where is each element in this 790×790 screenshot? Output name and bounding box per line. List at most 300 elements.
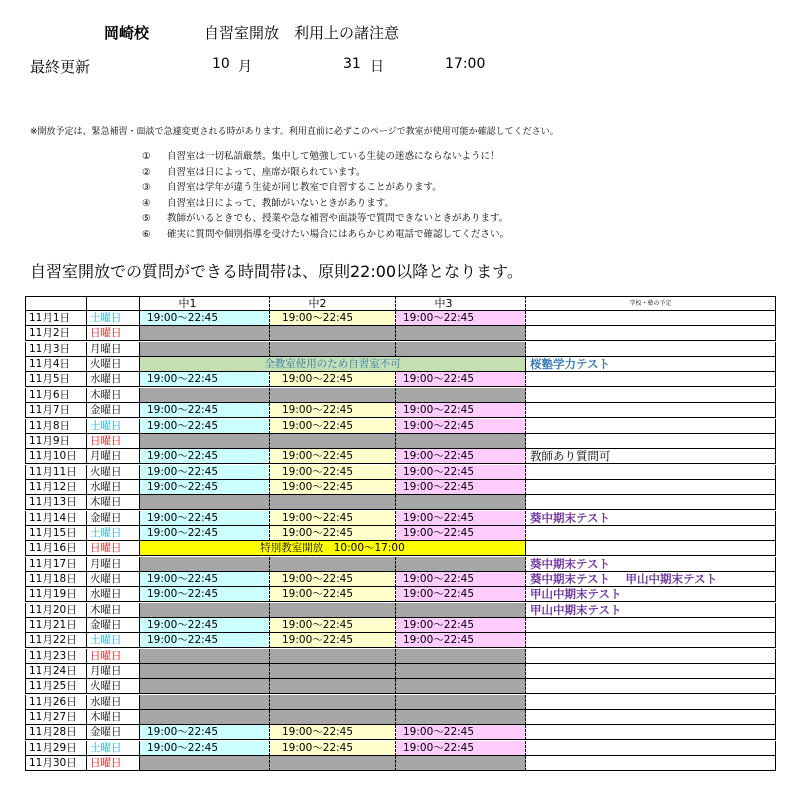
grade-1-extra <box>235 603 270 618</box>
grade-1-extra <box>235 388 270 403</box>
special-open: 特別教室開放 10:00～17:00 <box>140 541 526 556</box>
grade-2-extra <box>365 480 396 495</box>
grade-2-closed <box>270 679 365 694</box>
date-cell: 11月7日 <box>25 403 87 418</box>
weekday-cell: 木曜日 <box>87 495 140 510</box>
grade-1-extra <box>235 449 270 464</box>
closed-all-rooms: 全教室使用のため自習室不可 <box>140 357 526 372</box>
grade-2-time: 19:00～22:45 <box>270 372 365 387</box>
event-note <box>526 741 776 756</box>
grade-1-time: 19:00～22:45 <box>140 511 235 526</box>
grade-2-time: 19:00～22:45 <box>270 741 365 756</box>
grade-1-extra <box>235 664 270 679</box>
header-grade-3-extra <box>491 296 526 311</box>
grade-2-closed <box>270 495 365 510</box>
grade-3-time: 19:00～22:45 <box>396 311 491 326</box>
grade-2-time: 19:00～22:45 <box>270 633 365 648</box>
updated-time: 17:00 <box>445 56 486 72</box>
event-note <box>526 480 776 495</box>
table-row <box>25 465 776 480</box>
date-cell: 11月10日 <box>25 449 87 464</box>
grade-3-closed <box>396 495 491 510</box>
grade-2-extra <box>365 741 396 756</box>
weekday-cell: 日曜日 <box>87 756 140 771</box>
event-note <box>526 434 776 449</box>
weekday-cell: 月曜日 <box>87 664 140 679</box>
date-cell: 11月5日 <box>25 372 87 387</box>
table-row <box>25 449 776 464</box>
grade-2-extra <box>365 725 396 740</box>
date-cell: 11月23日 <box>25 649 87 664</box>
event-note <box>526 710 776 725</box>
weekday-cell: 水曜日 <box>87 587 140 602</box>
date-cell: 11月29日 <box>25 741 87 756</box>
grade-2-extra <box>365 403 396 418</box>
grade-1-extra <box>235 326 270 341</box>
event-note: 葵中期末テスト <box>526 511 776 526</box>
grade-1-extra <box>235 311 270 326</box>
grade-3-extra <box>491 449 526 464</box>
grade-2-closed <box>270 388 365 403</box>
grade-2-extra <box>365 449 396 464</box>
grade-2-extra <box>365 388 396 403</box>
grade-1-extra <box>235 572 270 587</box>
grade-2-time: 19:00～22:45 <box>270 449 365 464</box>
date-cell: 11月4日 <box>25 357 87 372</box>
grade-3-extra <box>491 526 526 541</box>
rule-number: ① <box>142 151 151 162</box>
grade-1-time: 19:00～22:45 <box>140 526 235 541</box>
grade-2-extra <box>365 649 396 664</box>
grade-1-extra <box>235 526 270 541</box>
grade-2-extra <box>365 572 396 587</box>
grade-2-extra <box>365 434 396 449</box>
grade-3-extra <box>491 741 526 756</box>
grade-3-extra <box>491 388 526 403</box>
event-note <box>526 649 776 664</box>
grade-1-time: 19:00～22:45 <box>140 403 235 418</box>
updated-day-unit: 日 <box>370 59 384 75</box>
date-cell: 11月19日 <box>25 587 87 602</box>
weekday-cell: 土曜日 <box>87 419 140 434</box>
date-cell: 11月2日 <box>25 326 87 341</box>
table-row <box>25 357 776 372</box>
weekday-cell: 土曜日 <box>87 526 140 541</box>
weekday-cell: 火曜日 <box>87 465 140 480</box>
date-cell: 11月25日 <box>25 679 87 694</box>
rule-number: ⑥ <box>142 228 151 240</box>
date-cell: 11月28日 <box>25 725 87 740</box>
rule-item <box>142 180 509 196</box>
weekday-cell: 金曜日 <box>87 403 140 418</box>
grade-3-extra <box>491 725 526 740</box>
weekday-cell: 水曜日 <box>87 695 140 710</box>
table-row <box>25 603 776 618</box>
grade-2-extra <box>365 372 396 387</box>
header-grade-1: 中1 <box>140 296 235 311</box>
grade-1-time: 19:00～22:45 <box>140 311 235 326</box>
date-cell: 11月1日 <box>25 311 87 326</box>
grade-1-extra <box>235 710 270 725</box>
event-note <box>526 465 776 480</box>
date-cell: 11月26日 <box>25 695 87 710</box>
table-row <box>25 618 776 633</box>
grade-3-closed <box>396 664 491 679</box>
weekday-cell: 日曜日 <box>87 541 140 556</box>
grade-3-time: 19:00～22:45 <box>396 572 491 587</box>
grade-2-extra <box>365 695 396 710</box>
grade-1-extra <box>235 480 270 495</box>
table-row <box>25 495 776 510</box>
grade-3-time: 19:00～22:45 <box>396 618 491 633</box>
date-cell: 11月16日 <box>25 541 87 556</box>
event-note: 教師あり質問可 <box>526 449 776 464</box>
grade-1-time: 19:00～22:45 <box>140 633 235 648</box>
rule-number: ④ <box>142 197 151 209</box>
grade-2-time: 19:00～22:45 <box>270 725 365 740</box>
table-row <box>25 664 776 679</box>
date-cell: 11月24日 <box>25 664 87 679</box>
grade-2-closed <box>270 342 365 357</box>
table-row <box>25 480 776 495</box>
event-note: 甲山中期末テスト <box>526 603 776 618</box>
table-row <box>25 725 776 740</box>
grade-2-time: 19:00～22:45 <box>270 419 365 434</box>
table-row <box>25 587 776 602</box>
header-grade-2-extra <box>365 296 396 311</box>
grade-3-extra <box>491 480 526 495</box>
date-cell: 11月17日 <box>25 557 87 572</box>
grade-2-extra <box>365 526 396 541</box>
grade-2-closed <box>270 326 365 341</box>
date-cell: 11月18日 <box>25 572 87 587</box>
table-row <box>25 311 776 326</box>
grade-1-extra <box>235 403 270 418</box>
rule-text: 確実に質問や個別指導を受けたい場合にはあらかじめ電話で確認してください。 <box>167 228 510 240</box>
grade-1-extra <box>235 557 270 572</box>
weekday-cell: 土曜日 <box>87 741 140 756</box>
question-time-note: 自習室開放での質問ができる時間帯は、原則22:00以降となります。 <box>30 262 523 281</box>
weekday-cell: 土曜日 <box>87 633 140 648</box>
table-row <box>25 633 776 648</box>
grade-2-closed <box>270 695 365 710</box>
grade-1-closed <box>140 434 235 449</box>
grade-1-time: 19:00～22:45 <box>140 572 235 587</box>
grade-3-extra <box>491 419 526 434</box>
rule-text: 教師がいるときでも、授業や急な補習や面談等で質問できないときがあります。 <box>167 213 509 224</box>
grade-3-extra <box>491 434 526 449</box>
grade-1-closed <box>140 495 235 510</box>
grade-3-extra <box>491 403 526 418</box>
table-row <box>25 541 776 556</box>
header-grade-2: 中2 <box>270 296 365 311</box>
grade-1-time: 19:00～22:45 <box>140 465 235 480</box>
grade-3-time: 19:00～22:45 <box>396 511 491 526</box>
table-row <box>25 526 776 541</box>
date-cell: 11月15日 <box>25 526 87 541</box>
date-cell: 11月8日 <box>25 419 87 434</box>
grade-2-time: 19:00～22:45 <box>270 403 365 418</box>
event-note <box>526 403 776 418</box>
grade-2-closed <box>270 664 365 679</box>
grade-2-extra <box>365 587 396 602</box>
grade-3-extra <box>491 695 526 710</box>
grade-3-extra <box>491 618 526 633</box>
date-cell: 11月11日 <box>25 465 87 480</box>
event-note <box>526 725 776 740</box>
grade-3-time: 19:00～22:45 <box>396 526 491 541</box>
grade-2-extra <box>365 679 396 694</box>
grade-2-extra <box>365 557 396 572</box>
grade-1-time: 19:00～22:45 <box>140 449 235 464</box>
grade-3-extra <box>491 664 526 679</box>
grade-3-extra <box>491 587 526 602</box>
grade-2-closed <box>270 756 365 771</box>
grade-2-time: 19:00～22:45 <box>270 480 365 495</box>
grade-1-extra <box>235 695 270 710</box>
grade-3-time: 19:00～22:45 <box>396 741 491 756</box>
grade-1-closed <box>140 756 235 771</box>
table-row <box>25 572 776 587</box>
grade-2-time: 19:00～22:45 <box>270 618 365 633</box>
weekday-cell: 木曜日 <box>87 710 140 725</box>
header-grade-1-extra <box>235 296 270 311</box>
school-name: 岡崎校 <box>104 24 150 42</box>
grade-3-closed <box>396 342 491 357</box>
event-note: 桜塾学力テスト <box>526 357 776 372</box>
weekday-cell: 木曜日 <box>87 603 140 618</box>
grade-1-extra <box>235 725 270 740</box>
grade-1-closed <box>140 326 235 341</box>
weekday-cell: 月曜日 <box>87 557 140 572</box>
event-note <box>526 372 776 387</box>
table-header-row <box>25 296 776 311</box>
grade-2-extra <box>365 618 396 633</box>
grade-1-time: 19:00～22:45 <box>140 587 235 602</box>
rule-item <box>142 165 509 181</box>
grade-2-extra <box>365 495 396 510</box>
rule-number: ③ <box>142 182 151 193</box>
weekday-cell: 金曜日 <box>87 618 140 633</box>
grade-1-closed <box>140 695 235 710</box>
table-row <box>25 741 776 756</box>
grade-3-extra <box>491 710 526 725</box>
grade-1-closed <box>140 342 235 357</box>
grade-3-extra <box>491 511 526 526</box>
rule-text: 自習室は日によって、座席が限られています。 <box>167 166 366 178</box>
date-cell: 11月22日 <box>25 633 87 648</box>
event-note <box>526 419 776 434</box>
table-row <box>25 679 776 694</box>
grade-2-time: 19:00～22:45 <box>270 587 365 602</box>
grade-1-extra <box>235 587 270 602</box>
grade-1-extra <box>235 649 270 664</box>
grade-1-extra <box>235 342 270 357</box>
grade-2-time: 19:00～22:45 <box>270 511 365 526</box>
grade-3-closed <box>396 603 491 618</box>
table-row <box>25 388 776 403</box>
grade-3-time: 19:00～22:45 <box>396 419 491 434</box>
grade-2-extra <box>365 664 396 679</box>
table-row <box>25 342 776 357</box>
grade-3-extra <box>491 572 526 587</box>
grade-3-extra <box>491 679 526 694</box>
event-note <box>526 756 776 771</box>
updated-month-unit: 月 <box>238 59 252 75</box>
table-row <box>25 511 776 526</box>
date-cell: 11月27日 <box>25 710 87 725</box>
grade-2-closed <box>270 557 365 572</box>
date-cell: 11月13日 <box>25 495 87 510</box>
table-row <box>25 649 776 664</box>
grade-3-time: 19:00～22:45 <box>396 587 491 602</box>
grade-1-extra <box>235 633 270 648</box>
table-row <box>25 403 776 418</box>
event-note <box>526 526 776 541</box>
grade-3-closed <box>396 710 491 725</box>
grade-3-extra <box>491 311 526 326</box>
grade-3-closed <box>396 649 491 664</box>
table-row <box>25 710 776 725</box>
rule-text: 自習室は日によって、教師がいないときがあります。 <box>167 197 395 209</box>
grade-2-time: 19:00～22:45 <box>270 311 365 326</box>
weekday-cell: 日曜日 <box>87 434 140 449</box>
date-cell: 11月21日 <box>25 618 87 633</box>
header-grade-3: 中3 <box>396 296 491 311</box>
grade-2-extra <box>365 342 396 357</box>
table-row <box>25 372 776 387</box>
grade-3-time: 19:00～22:45 <box>396 372 491 387</box>
header-weekday <box>87 296 140 311</box>
event-note <box>526 541 776 556</box>
event-note <box>526 311 776 326</box>
grade-3-time: 19:00～22:45 <box>396 480 491 495</box>
date-cell: 11月20日 <box>25 603 87 618</box>
grade-2-closed <box>270 603 365 618</box>
grade-2-extra <box>365 710 396 725</box>
weekday-cell: 金曜日 <box>87 725 140 740</box>
grade-1-extra <box>235 372 270 387</box>
grade-3-extra <box>491 633 526 648</box>
grade-3-extra <box>491 756 526 771</box>
date-cell: 11月12日 <box>25 480 87 495</box>
grade-1-closed <box>140 603 235 618</box>
grade-3-closed <box>396 557 491 572</box>
event-note <box>526 618 776 633</box>
grade-1-extra <box>235 495 270 510</box>
grade-1-extra <box>235 511 270 526</box>
weekday-cell: 金曜日 <box>87 511 140 526</box>
date-cell: 11月9日 <box>25 434 87 449</box>
grade-3-extra <box>491 495 526 510</box>
grade-1-time: 19:00～22:45 <box>140 480 235 495</box>
header-date <box>25 296 87 311</box>
header-events: 学校・塾の予定 <box>526 296 776 311</box>
grade-1-extra <box>235 465 270 480</box>
grade-3-closed <box>396 756 491 771</box>
rule-item <box>142 196 509 212</box>
rule-text: 自習室は学年が違う生徒が同じ教室で自習することがあります。 <box>167 182 442 193</box>
table-row <box>25 756 776 771</box>
grade-1-closed <box>140 710 235 725</box>
weekday-cell: 木曜日 <box>87 388 140 403</box>
grade-2-extra <box>365 326 396 341</box>
schedule-notice: ※開放予定は、緊急補習・面談で急遽変更される時があります。利用直前に必ずこのページで教室が使用可能か確認してください。 <box>30 127 559 137</box>
weekday-cell: 水曜日 <box>87 372 140 387</box>
page-title: 自習室開放 利用上の諸注意 <box>204 24 400 42</box>
grade-1-closed <box>140 557 235 572</box>
table-row <box>25 695 776 710</box>
event-note <box>526 342 776 357</box>
weekday-cell: 月曜日 <box>87 342 140 357</box>
grade-3-extra <box>491 557 526 572</box>
schedule-table <box>25 296 776 778</box>
grade-2-extra <box>365 311 396 326</box>
grade-1-closed <box>140 388 235 403</box>
grade-2-closed <box>270 710 365 725</box>
weekday-cell: 火曜日 <box>87 679 140 694</box>
grade-3-extra <box>491 342 526 357</box>
grade-3-time: 19:00～22:45 <box>396 449 491 464</box>
date-cell: 11月3日 <box>25 342 87 357</box>
weekday-cell: 火曜日 <box>87 357 140 372</box>
event-note <box>526 679 776 694</box>
grade-1-extra <box>235 679 270 694</box>
event-note <box>526 695 776 710</box>
grade-3-time: 19:00～22:45 <box>396 633 491 648</box>
date-cell: 11月14日 <box>25 511 87 526</box>
grade-3-closed <box>396 388 491 403</box>
table-row <box>25 419 776 434</box>
grade-2-extra <box>365 756 396 771</box>
weekday-cell: 土曜日 <box>87 311 140 326</box>
rule-number: ⑤ <box>142 213 151 224</box>
table-row <box>25 557 776 572</box>
table-row <box>25 434 776 449</box>
grade-3-time: 19:00～22:45 <box>396 465 491 480</box>
event-note <box>526 664 776 679</box>
grade-2-extra <box>365 511 396 526</box>
grade-3-extra <box>491 372 526 387</box>
updated-month: 10 <box>212 56 230 72</box>
grade-1-extra <box>235 434 270 449</box>
grade-3-extra <box>491 326 526 341</box>
grade-3-closed <box>396 695 491 710</box>
rule-item <box>142 149 509 165</box>
weekday-cell: 日曜日 <box>87 326 140 341</box>
grade-2-closed <box>270 434 365 449</box>
grade-3-time: 19:00～22:45 <box>396 403 491 418</box>
grade-2-time: 19:00～22:45 <box>270 572 365 587</box>
rules-list <box>142 149 509 242</box>
event-note <box>526 495 776 510</box>
date-cell: 11月30日 <box>25 756 87 771</box>
updated-day: 31 <box>343 56 361 72</box>
grade-2-extra <box>365 465 396 480</box>
event-note: 葵中期末テスト <box>526 557 776 572</box>
grade-2-extra <box>365 633 396 648</box>
event-note <box>526 388 776 403</box>
event-note: 葵中期末テスト 甲山中期末テスト <box>526 572 776 587</box>
grade-1-time: 19:00～22:45 <box>140 419 235 434</box>
grade-1-closed <box>140 664 235 679</box>
grade-1-time: 19:00～22:45 <box>140 618 235 633</box>
weekday-cell: 日曜日 <box>87 649 140 664</box>
grade-1-extra <box>235 756 270 771</box>
grade-1-extra <box>235 419 270 434</box>
grade-2-extra <box>365 419 396 434</box>
grade-3-closed <box>396 434 491 449</box>
